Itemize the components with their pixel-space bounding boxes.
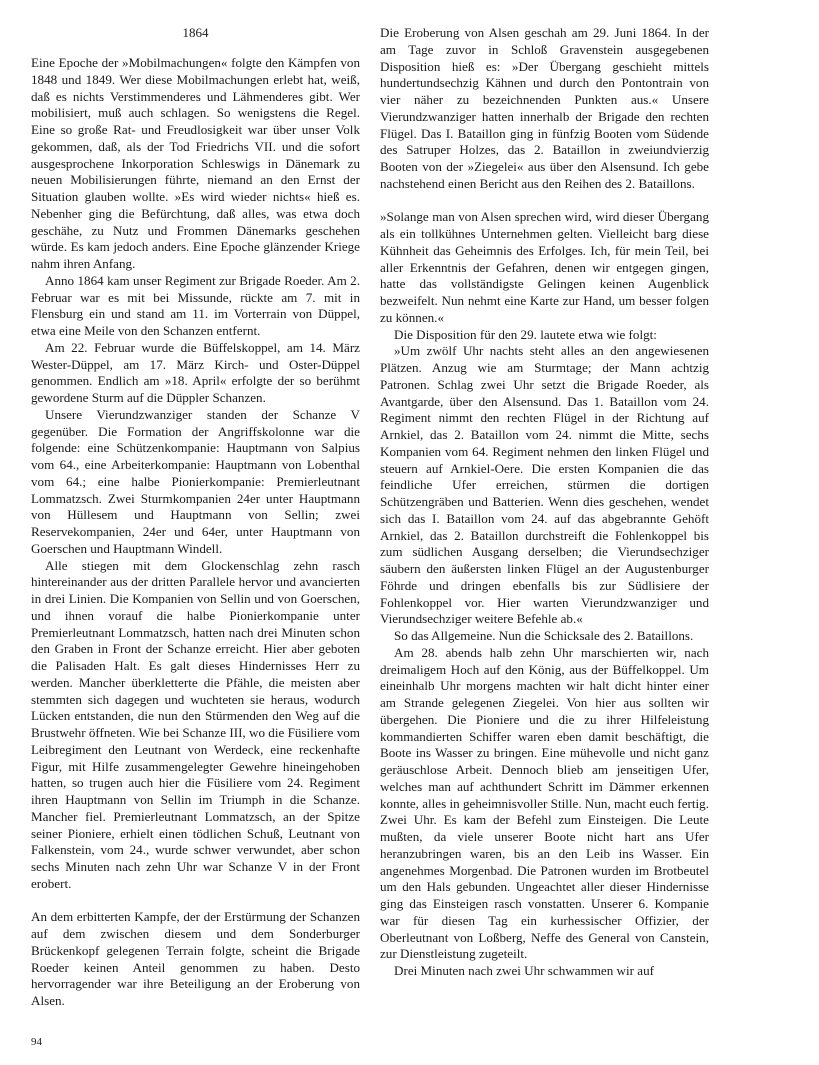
left-column [31,55,360,1010]
paragraph: Die Eroberung von Alsen geschah am 29. Juni 1864. In der am Tage zuvor in Schloß Gravenstein ausgegebenen Disposition hieß es: »Der Übergang geschieht mittels hundertundsechzig Kähnen und durch den Pontontrain von vier näher zu bezeichnenden Punkten aus.« Unsere Vierundzwanziger hatten innerhalb der Brigade den rechten Flügel. Das I. Bataillon ging in fünfzig Booten vom Südende des Satruper Holzes, das 2. Bataillon in zweiundvierzig Booten von der »Ziegelei« aus über den Alsensund. Ich gebe nachstehend einen Bericht aus den Reihen des 2. Bataillons. [380,25,709,191]
page-number: 94 [31,1036,42,1048]
paragraph: Am 28. abends halb zehn Uhr marschierten wir, nach dreimaligem Hoch auf den König, aus der Büffelkoppel. Um eineinhalb Uhr morgens machten wir halt dicht hinter einer am Strande gelegenen Ziegelei. Von hier aus sollten wir übergehen. Die Pioniere und die zu ihrer Hilfeleistung kommandierten Schiffer waren eben damit beschäftigt, die Boote ins Wasser zu bringen. Eine mühevolle und nicht ganz geräuschlose Arbeit. Dennoch blieb am jenseitigen Ufer, welches man auf achthundert Schritt im Dämmer erkennen konnte, alles in geheimnisvoller Stille. Nun, macht euch fertig. Zwei Uhr. Es kam der Befehl zum Einsteigen. Die Leute mußten, da viele unserer Boote nicht hart ans Ufer heranzubringen waren, bis an den Leib ins Wasser. Ein angenehmes Morgenbad. Die Patronen wurden im Brotbeutel um den Hals gebunden. Ungeachtet aller dieser Hindernisse ging das Einsteigen rasch vonstatten. Unserer 6. Kompanie war für diesen Tag ein kurhessischer Offizier, der Oberleutnant von Loßberg, Neffe des General von Canstein, zur Dienstleistung zugeteilt. [380,644,709,962]
paragraph: »Um zwölf Uhr nachts steht alles an den angewiesenen Plätzen. Anzug wie am Sturmtage; der Mann achtzig Patronen. Schlag zwei Uhr setzt die Brigade Roeder, als Avantgarde, über den Alsensund. Das 1. Bataillon vom 24. Regiment nimmt den rechten Flügel in der Richtung auf Arnkiel, das 2. Bataillon vom 24. nimmt die Mitte, sechs Kompanien vom 64. Regiment nehmen den linken Flügel und steuern auf Arnkiel-Oere. Die ersten Kompanien die das feindliche Ufer erreichen, stürmen die dortigen Schützengräben und Batterien. Wenn dies geschehen, wendet sich das I. Bataillon vom 24. auf das abgebrannte Gehöft Arnkiel, das 2. Bataillon durchstreift die Fohlenkoppel bis zum südlichen Ausgang derselben; die Vierundsechziger säubern den äußersten linken Flügel an der Augustenburger Föhrde und dringen ebenfalls bis zur Südlisiere der Fohlenkoppel vor. Hier warten Vierundzwanziger und Vierundsechziger weitere Befehle ab.« [380,343,709,627]
paragraph: »Solange man von Alsen sprechen wird, wird dieser Übergang als ein tollkühnes Unternehmen gelten. Vielleicht barg diese Kühnheit das Geheimnis des Erfolges. Ich, für mein Teil, bei aller Erkenntnis der Gefahren, denen wir entgegen gingen, hatte das vollständigste Gelingen keinen Augenblick bezweifelt. Nun nehmt eine Karte zur Hand, um besser folgen zu können.« [380,209,709,325]
paragraph: Drei Minuten nach zwei Uhr schwammen wir auf [394,963,654,978]
paragraph: So das Allgemeine. Nun die Schicksale des 2. Bataillons. [394,628,694,643]
paragraph: An dem erbitterten Kampfe, der der Erstürmung der Schanzen auf dem zwischen diesem und dem Sonderburger Brückenkopf gelegenen Terrain folgte, scheint die Brigade Roeder keinen Anteil genommen zu haben. Desto hervorragender war ihre Beteiligung an der Eroberung von Alsen. [31,909,360,1008]
paragraph: Alle stiegen mit dem Glockenschlag zehn rasch hintereinander aus der dritten Parallele hervor und avancierten in drei Linien. Die Kompanien von Sellin und von Goerschen, und ihnen vorauf die halbe Pionierkompanie unter Premierleutnant Lommatzsch, hatten nach drei Minuten schon den Graben in Front der Schanze erreicht. Hier aber geboten die Palisaden Halt. Es galt dieses Hindernisses Herr zu werden. Mancher überkletterte die Pfähle, die meisten aber stemmten sich dagegen und wuchteten sie heraus, wodurch Lücken entstanden, die nun den Stürmenden den Weg auf die Brustwehr öffneten. Wie bei Schanze III, wo die Füsiliere vom Leibregiment den Leutnant von Werdeck, eine reckenhafte Figur, mit Hilfe zusammengelegter Gewehre hineingehoben hatten, so trugen auch hier die Füsiliere vom 24. Regiment ihren Hauptmann von Sellin im Triumph in die Schanze. Mancher fiel. Premierleutnant Lommatzsch, an der Spitze seiner Pioniere, erhielt einen tödlichen Schuß, Leutnant von Falkenstein, vom 24., wurde schwer verwundet, aber schon sechs Minuten nach zehn Uhr war Schanze V in der Front erobert. [31,557,360,891]
paragraph: Unsere Vierundzwanziger standen der Schanze V gegenüber. Die Formation der Angriffskolonne war die folgende: eine Schützenkompanie: Hauptmann von Salpius vom 64., eine Arbeiterkompanie: Hauptmann von Lobenthal vom 64.; eine halbe Pionierkompanie: Premierleutnant Lommatzsch. Zwei Sturmkompanien 24er unter Hauptmann von Hüllesem und Hauptmann von Sellin; zwei Reservekompanien, 24er und 64er, unter Hauptmann von Goerschen und Hauptmann Windell. [31,406,360,556]
running-header-year: 1864 [182,25,209,40]
right-column [380,25,709,980]
paragraph: Am 22. Februar wurde die Büffelskoppel, am 14. März Wester-Düppel, am 17. März Kirch- und Oster-Düppel genommen. Endlich am »18. April« erfolgte der so berühmt gewordene Sturm auf die Düppler Schanzen. [31,339,360,405]
paragraph: Eine Epoche der »Mobilmachungen« folgte den Kämpfen von 1848 und 1849. Wer diese Mobilmachungen erlebt hat, weiß, daß es nichts Verstimmenderes und Lähmenderes gibt. Wer mobilisiert, muß auch schlagen. So wenigstens die Regel. Eine so große Rat- und Freudlosigkeit war über unser Volk gekommen, daß, als der Tod Friedrichs VII. und die sofort ausgesprochene Inkorporation Schleswigs in Dänemark zu neuen Mobilisierungen führte, niemand an den Ernst der Situation glauben wollte. »Es wird wieder nichts« hieß es. Nebenher ging die Befürchtung, daß alles, was etwa doch geschähe, zu Nutz und Frommen Dänemarks geschehen würde. Es kam jedoch anders. Eine Epoche glänzender Kriege nahm ihren Anfang. [31,55,360,271]
paragraph: Anno 1864 kam unser Regiment zur Brigade Roeder. Am 2. Februar war es mit bei Missunde, rückte am 7. mit in Flensburg ein und stand am 11. im Vorterrain von Düppel, etwa eine Meile von den Schanzen entfernt. [31,272,360,338]
paragraph: Die Disposition für den 29. lautete etwa wie folgt: [394,326,657,342]
